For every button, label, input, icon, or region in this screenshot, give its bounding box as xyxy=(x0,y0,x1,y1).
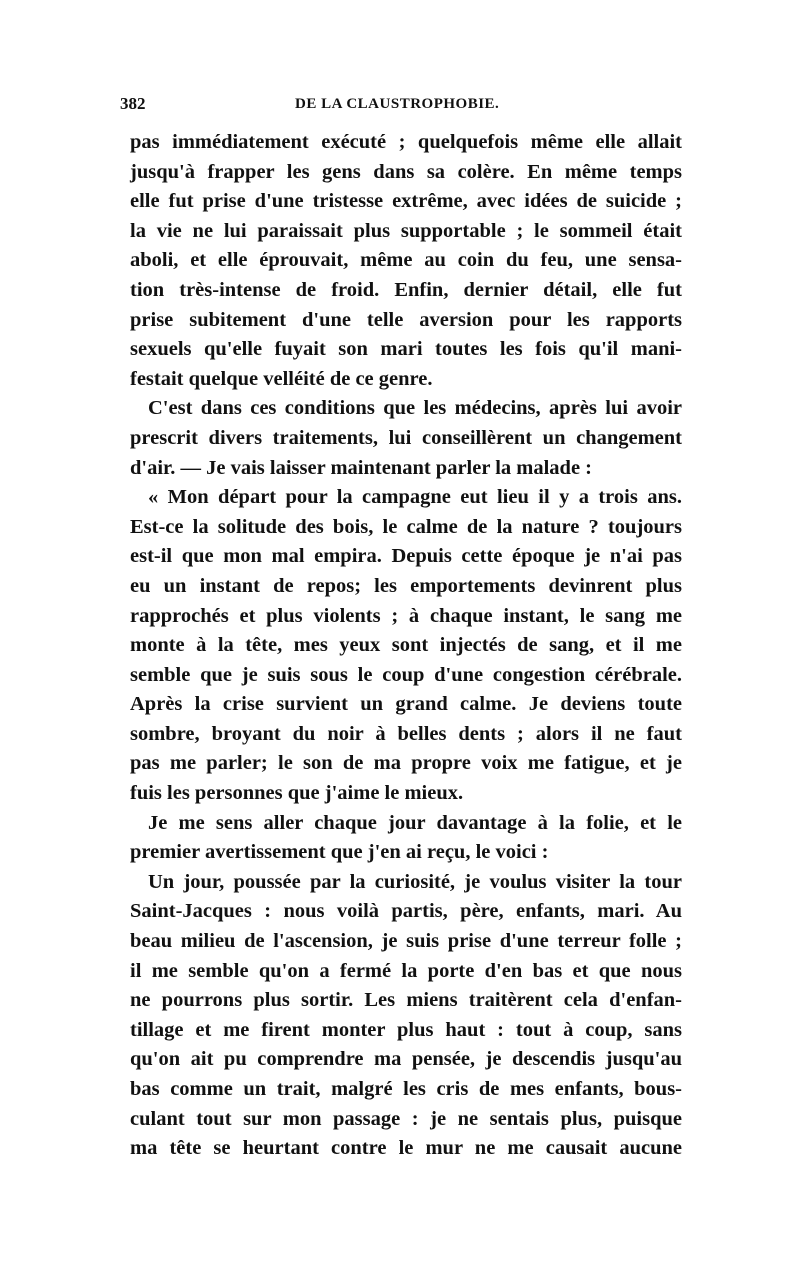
text-line: il me semble qu'on a fermé la porte d'en bas et que nous xyxy=(130,959,682,982)
text-line: est-il que mon mal empira. Depuis cette époque je n'ai pas xyxy=(130,545,682,568)
running-title: DE LA CLAUSTROPHOBIE. xyxy=(295,96,500,112)
text-line: bas comme un trait, malgré les cris de mes enfants, bous- xyxy=(130,1078,682,1100)
text-line: la vie ne lui paraissait plus supportable ; le sommeil était xyxy=(130,219,682,242)
text-line: ma tête se heurtant contre le mur ne me causait aucune xyxy=(130,1137,682,1160)
body-text xyxy=(130,128,682,1164)
text-line: culant tout sur mon passage : je ne sentais plus, puisque xyxy=(130,1107,682,1130)
text-line: beau milieu de l'ascension, je suis prise d'une terreur folle ; xyxy=(130,930,682,953)
text-line: pas me parler; le son de ma propre voix me fatigue, et je xyxy=(130,752,682,775)
text-line: sombre, broyant du noir à belles dents ; alors il ne faut xyxy=(130,722,682,745)
text-line: tion très-intense de froid. Enfin, dernier détail, elle fut xyxy=(130,278,682,301)
page-header xyxy=(120,94,682,122)
text-line: d'air. — Je vais laisser maintenant parler la malade : xyxy=(130,456,593,479)
text-line: tillage et me firent monter plus haut : tout à coup, sans xyxy=(130,1018,682,1041)
page-number: 382 xyxy=(120,94,146,113)
text-line: Un jour, poussée par la curiosité, je voulus visiter la tour xyxy=(148,870,682,893)
text-line: prise subitement d'une telle aversion pour les rapports xyxy=(130,308,682,331)
text-line: ne pourrons plus sortir. Les miens traitèrent cela d'enfan- xyxy=(130,989,682,1012)
text-line: elle fut prise d'une tristesse extrême, avec idées de suicide ; xyxy=(130,190,682,213)
text-line: Saint-Jacques : nous voilà partis, père, enfants, mari. Au xyxy=(130,900,682,923)
text-line: qu'on ait pu comprendre ma pensée, je descendis jusqu'au xyxy=(130,1048,682,1071)
book-page xyxy=(120,94,682,1164)
text-line: monte à la tête, mes yeux sont injectés de sang, et il me xyxy=(130,634,682,657)
text-line: pas immédiatement exécuté ; quelquefois même elle allait xyxy=(130,131,682,153)
text-line: fuis les personnes que j'aime le mieux. xyxy=(130,782,464,805)
text-line: Je me sens aller chaque jour davantage à la folie, et le xyxy=(148,811,682,834)
text-line: semble que je suis sous le coup d'une congestion cérébrale. xyxy=(130,663,682,686)
text-line: sexuels qu'elle fuyait son mari toutes les fois qu'il mani- xyxy=(130,338,682,361)
text-line: jusqu'à frapper les gens dans sa colère. En même temps xyxy=(130,160,682,183)
text-line: C'est dans ces conditions que les médecins, après lui avoir xyxy=(148,397,682,420)
text-line: rapprochés et plus violents ; à chaque instant, le sang me xyxy=(130,604,682,627)
text-line: prescrit divers traitements, lui conseillèrent un changement xyxy=(130,426,682,449)
text-line: eu un instant de repos; les emportements devinrent plus xyxy=(130,574,682,597)
text-line: « Mon départ pour la campagne eut lieu il y a trois ans. xyxy=(148,486,682,509)
text-line: aboli, et elle éprouvait, même au coin du feu, une sensa- xyxy=(130,249,682,272)
text-line: festait quelque velléité de ce genre. xyxy=(130,367,433,390)
text-line: Est-ce la solitude des bois, le calme de la nature ? toujours xyxy=(130,515,682,538)
text-line: premier avertissement que j'en ai reçu, le voici : xyxy=(130,841,549,864)
text-line: Après la crise survient un grand calme. Je deviens toute xyxy=(130,693,682,716)
